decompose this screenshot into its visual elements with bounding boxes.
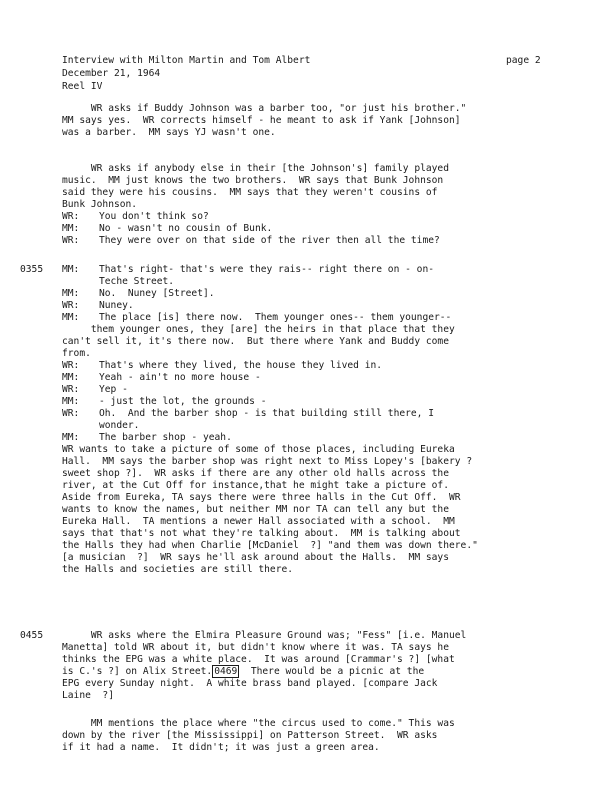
transcript-line [62,300,134,312]
speaker-label: WR: [62,211,80,222]
line-text: Aside from Eureka, TA says there were three halls in the Cut Off. WR [62,492,461,503]
line-text: Laine ?] [62,690,114,701]
transcript-line [62,654,455,666]
speaker-label: MM: [62,264,80,275]
speaker-label: WR: [62,300,80,311]
transcript-line [62,396,267,408]
line-text: That's right- that's were they rais-- right there on - on- [99,264,435,275]
transcript-line [62,336,449,348]
line-text: thinks the EPG was a white place. It was around [Crammar's ?] [what [62,654,455,665]
line-text: - just the lot, the grounds - [99,396,267,407]
speaker-label: MM: [62,432,80,443]
transcript-line [62,552,449,564]
page-number: page 2 [506,55,541,66]
transcript-line [62,408,434,420]
transcript-line [62,456,472,468]
transcript-line [62,163,449,175]
line-text: [a musician ?] WR says he'll ask around about the Halls. MM says [62,552,449,563]
transcript-line [62,564,293,576]
transcript-line [62,312,451,324]
line-text: the Halls they had when Charlie [McDaniel ?] "and them was down there." [62,540,478,551]
line-text: There would be a picnic at the [239,666,425,677]
transcript-line [62,432,232,444]
line-text: sweet shop ?]. WR asks if there are any other old halls across the [62,468,449,479]
transcript-line [62,718,455,730]
header-reel: Reel IV [62,81,103,92]
transcript-line [62,528,461,540]
line-text: No. Nuney [Street]. [99,288,215,299]
line-text: Hall. MM says the barber shop was right next to Miss Lopey's [bakery ? [62,456,473,467]
line-text: Yeah - ain't no more house - [99,372,261,383]
line-text: The place [is] there now. Them younger ones-- them younger-- [99,312,452,323]
transcript-line [62,187,437,199]
speaker-label: MM: [62,288,80,299]
line-text: That's where they lived, the house they lived in. [99,360,383,371]
transcript-line [62,288,215,300]
line-text: Eureka Hall. TA mentions a newer Hall associated with a school. MM [62,516,455,527]
transcript-line [62,444,455,456]
line-text: Yep - [99,384,128,395]
line-text: Manetta] told WR about it, but didn't know where it was. TA says he [62,642,449,653]
speaker-label: WR: [62,408,80,419]
transcript-line [62,276,174,288]
transcript-line [62,264,434,276]
line-text: MM mentions the place where "the circus used to come." This was [62,718,455,729]
transcript-line [62,175,443,187]
line-text: them younger ones, they [are] the heirs in that place that they [62,324,455,335]
line-text: is C.'s ?] on Alix Street. [62,666,213,677]
line-text: Bunk Johnson. [62,199,138,210]
transcript-line [62,730,437,742]
speaker-label: WR: [62,384,80,395]
line-text: WR asks where the Elmira Pleasure Ground was; "Fess" [i.e. Manuel [62,630,467,641]
transcript-line [62,468,449,480]
line-text: EPG every Sunday night. A white brass band played. [compare Jack [62,678,438,689]
transcript-line [62,360,382,372]
line-text: river, at the Cut Off for instance,that he might take a picture of. [62,480,449,491]
line-text: if it had a name. It didn't; it was just a green area. [62,742,380,753]
transcript-line [62,642,449,654]
transcript-line [62,384,128,396]
line-text: WR asks if Buddy Johnson was a barber too, "or just his brother." [62,103,467,114]
line-text: WR asks if anybody else in their [the Johnson's] family played [62,163,449,174]
boxed-timecode: 0469 [214,666,238,677]
transcript-line [62,115,461,127]
line-text: was a barber. MM says YJ wasn't one. [62,127,276,138]
transcript-line [62,372,261,384]
line-text: You don't think so? [99,211,209,222]
line-text: WR wants to take a picture of some of those places, including Eureka [62,444,455,455]
timecode-margin: 0355 [20,264,44,275]
transcript-line [62,540,478,552]
line-text: Teche Street. [99,276,175,287]
speaker-label: WR: [62,235,80,246]
transcript-line [62,742,380,754]
line-text: from. [62,348,91,359]
line-text: The barber shop - yeah. [99,432,232,443]
header-date: December 21, 1964 [62,68,161,79]
transcript-line [62,666,424,678]
transcript-line [62,199,137,211]
line-text: No - wasn't no cousin of Bunk. [99,223,273,234]
speaker-label: MM: [62,312,80,323]
line-text: can't sell it, it's there now. But there where Yank and Buddy come [62,336,449,347]
line-text: the Halls and societies are still there. [62,564,294,575]
transcript-line [62,678,437,690]
line-text: wants to know the names, but neither MM nor TA can tell any but the [62,504,449,515]
transcript-line [62,420,139,432]
transcript-line [62,348,91,360]
transcript-line [62,480,449,492]
speaker-label: MM: [62,372,80,383]
transcript-line [62,223,272,235]
header-title: Interview with Milton Martin and Tom Albert [62,55,311,66]
speaker-label: WR: [62,360,80,371]
line-text: down by the river [the Mississippi] on Patterson Street. WR asks [62,730,438,741]
line-text: Oh. And the barber shop - is that building still there, I [99,408,435,419]
speaker-label: MM: [62,223,80,234]
transcript-line [62,516,455,528]
line-text: said they were his cousins. MM says that they weren't cousins of [62,187,438,198]
line-text: music. MM just knows the two brothers. WR says that Bunk Johnson [62,175,444,186]
transcript-line [62,630,466,642]
line-text: MM says yes. WR corrects himself - he meant to ask if Yank [Johnson] [62,115,461,126]
line-text: says that that's not what they're talking about. MM is talking about [62,528,461,539]
transcript-line [62,235,440,247]
transcript-line [62,492,461,504]
speaker-label: MM: [62,396,80,407]
line-text: They were over on that side of the river then all the time? [99,235,440,246]
transcript-line [62,324,455,336]
line-text: wonder. [99,420,140,431]
timecode-margin: 0455 [20,630,44,641]
line-text: Nuney. [99,300,134,311]
transcript-line [62,211,209,223]
transcript-line [62,103,466,115]
transcript-line [62,127,276,139]
transcript-line [62,504,449,516]
transcript-line [62,690,114,702]
